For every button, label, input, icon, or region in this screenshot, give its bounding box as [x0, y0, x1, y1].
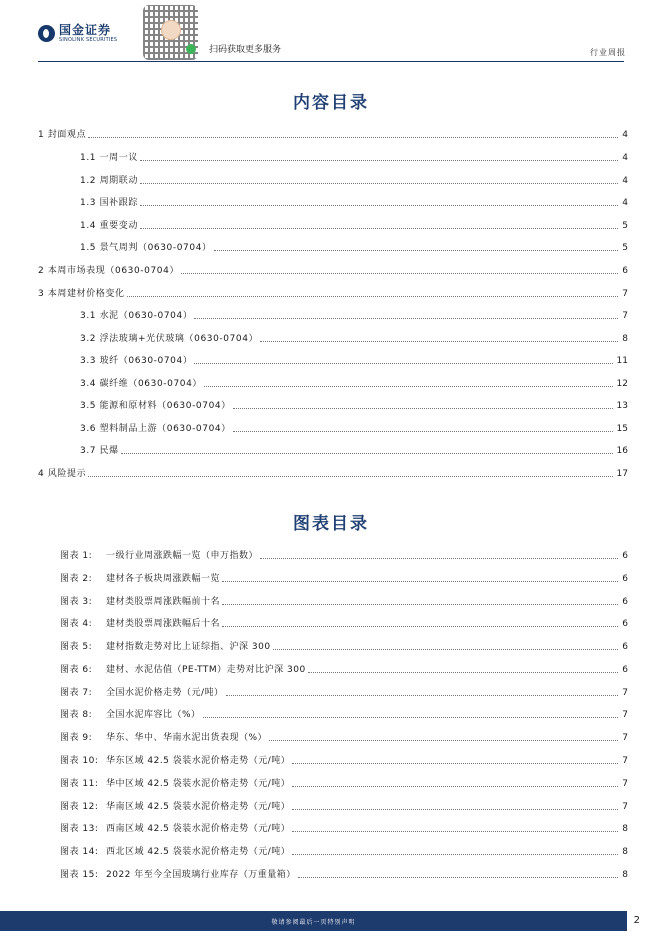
figure-label: 建材指数走势对比上证综指、沪深 300 — [106, 642, 271, 652]
toc-item-label: 3.1 水泥（0630-0704） — [80, 311, 193, 321]
logo-name-en: SINOLINK SECURITIES — [59, 37, 118, 43]
dot-leader — [273, 649, 619, 650]
toc-item-label: 2 本周市场表现（0630-0704） — [38, 266, 180, 276]
qr-center-logo-icon — [161, 20, 181, 40]
figure-number: 图表 3: — [60, 597, 93, 607]
figure-page: 7 — [622, 756, 628, 766]
dot-leader — [88, 137, 618, 138]
figure-number: 图表 7: — [60, 688, 93, 698]
toc-item-page: 4 — [622, 130, 628, 140]
dot-leader — [127, 296, 619, 297]
toc-item[interactable] — [80, 216, 628, 232]
figure-label: 建材类股票周涨跌幅后十名 — [106, 619, 221, 629]
toc-item-page: 7 — [622, 289, 628, 299]
dot-leader — [222, 604, 618, 605]
figure-page: 7 — [622, 688, 628, 698]
figure-page: 7 — [622, 733, 628, 743]
figure-number: 图表 8: — [60, 710, 93, 720]
toc-item-page: 17 — [616, 469, 628, 479]
figure-number: 图表 2: — [60, 574, 93, 584]
figure-item[interactable] — [60, 774, 628, 790]
figure-label: 西北区域 42.5 袋装水泥价格走势（元/吨） — [106, 847, 291, 857]
dot-leader — [292, 809, 618, 810]
toc-item[interactable] — [80, 374, 628, 390]
toc-item-label: 1 封面观点 — [38, 130, 87, 140]
dot-leader — [194, 363, 612, 364]
figure-page: 6 — [622, 619, 628, 629]
toc-item-label: 3.6 塑料制品上游（0630-0704） — [80, 424, 231, 434]
toc-item[interactable] — [80, 193, 628, 209]
dot-leader — [194, 318, 618, 319]
figure-label: 华东区域 42.5 袋装水泥价格走势（元/吨） — [106, 756, 291, 766]
toc-item-page: 7 — [622, 311, 628, 321]
figure-label: 全国水泥价格走势（元/吨） — [106, 688, 224, 698]
figure-item[interactable] — [60, 569, 628, 585]
toc-item[interactable] — [80, 306, 628, 322]
dot-leader — [292, 763, 618, 764]
figure-page: 7 — [622, 779, 628, 789]
figure-number: 图表 6: — [60, 665, 93, 675]
header-divider — [38, 61, 624, 62]
toc-item[interactable] — [38, 284, 628, 300]
figure-list-title: 图表目录 — [293, 514, 369, 534]
dot-leader — [233, 408, 613, 409]
dot-leader — [260, 558, 618, 559]
figure-page: 6 — [622, 551, 628, 561]
figure-page: 8 — [622, 824, 628, 834]
toc-item[interactable] — [80, 148, 628, 164]
toc-item-label: 3.4 碳纤维（0630-0704） — [80, 379, 203, 389]
toc-item[interactable] — [38, 261, 628, 277]
figure-item[interactable] — [60, 728, 628, 744]
toc-item-label: 3.2 浮法玻璃+光伏玻璃（0630-0704） — [80, 334, 259, 344]
toc-item-page: 4 — [622, 153, 628, 163]
dot-leader — [88, 476, 612, 477]
logo-mark-icon — [38, 25, 55, 42]
toc-item-page: 15 — [616, 424, 628, 434]
toc-item-label: 3.3 玻纤（0630-0704） — [80, 356, 193, 366]
toc-item-label: 1.1 一周一议 — [80, 153, 138, 163]
dot-leader — [269, 740, 618, 741]
toc-item-label: 1.2 周期联动 — [80, 176, 138, 186]
figure-label: 华东、华中、华南水泥出货表现（%） — [106, 733, 268, 743]
dot-leader — [292, 786, 618, 787]
qr-badge-icon — [186, 44, 196, 54]
figure-label: 2022 年至今全国玻璃行业库存（万重量箱） — [106, 870, 296, 880]
figure-label: 西南区域 42.5 袋装水泥价格走势（元/吨） — [106, 824, 291, 834]
figure-label: 建材各子板块周涨跌幅一览 — [106, 574, 221, 584]
figure-item[interactable] — [60, 660, 628, 676]
toc-item[interactable] — [80, 329, 628, 345]
figure-item[interactable] — [60, 637, 628, 653]
dot-leader — [203, 717, 619, 718]
figure-page: 7 — [622, 710, 628, 720]
report-type-label: 行业周报 — [590, 48, 626, 57]
toc-item-page: 16 — [616, 446, 628, 456]
toc-item-label: 1.3 国补跟踪 — [80, 198, 138, 208]
toc-item-label: 3.5 能源和原材料（0630-0704） — [80, 401, 231, 411]
company-logo — [38, 24, 117, 43]
toc-item-page: 4 — [622, 198, 628, 208]
dot-leader — [140, 205, 618, 206]
toc-item[interactable] — [38, 125, 628, 141]
figure-item[interactable] — [60, 546, 628, 562]
scan-hint: 扫码获取更多服务 — [209, 45, 282, 55]
figure-number: 图表 12: — [60, 802, 99, 812]
toc-item-label: 1.5 景气周判（0630-0704） — [80, 243, 212, 253]
figure-label: 全国水泥库容比（%） — [106, 710, 201, 720]
toc-item[interactable] — [80, 238, 628, 254]
dot-leader — [121, 453, 613, 454]
dot-leader — [181, 273, 618, 274]
toc-item[interactable] — [80, 396, 628, 412]
figure-page: 6 — [622, 574, 628, 584]
toc-item[interactable] — [80, 351, 628, 367]
toc-item[interactable] — [80, 441, 628, 457]
figure-label: 一级行业周涨跌幅一览（申万指数） — [106, 551, 259, 561]
dot-leader — [292, 854, 618, 855]
figure-item[interactable] — [60, 797, 628, 813]
dot-leader — [140, 183, 618, 184]
dot-leader — [214, 250, 619, 251]
dot-leader — [292, 831, 618, 832]
figure-item[interactable] — [60, 614, 628, 630]
toc-item-page: 8 — [622, 334, 628, 344]
toc-item[interactable] — [80, 419, 628, 435]
figure-item[interactable] — [60, 819, 628, 835]
footer-disclaimer: 敬请参阅最后一页特别声明 — [271, 919, 356, 926]
figure-label: 建材、水泥估值（PE-TTM）走势对比沪深 300 — [106, 665, 306, 675]
dot-leader — [140, 160, 618, 161]
dot-leader — [308, 672, 619, 673]
dot-leader — [260, 341, 618, 342]
dot-leader — [298, 877, 618, 878]
toc-item-page: 13 — [616, 401, 628, 411]
figure-number: 图表 14: — [60, 847, 99, 857]
dot-leader — [222, 626, 618, 627]
dot-leader — [140, 228, 618, 229]
figure-number: 图表 1: — [60, 551, 93, 561]
figure-page: 7 — [622, 802, 628, 812]
figure-number: 图表 5: — [60, 642, 93, 652]
dot-leader — [222, 581, 618, 582]
toc-item[interactable] — [38, 464, 628, 480]
figure-page: 6 — [622, 597, 628, 607]
figure-item[interactable] — [60, 842, 628, 858]
dot-leader — [204, 386, 613, 387]
dot-leader — [233, 431, 613, 432]
figure-page: 8 — [622, 870, 628, 880]
toc-item[interactable] — [80, 171, 628, 187]
figure-number: 图表 9: — [60, 733, 93, 743]
page-header — [0, 0, 662, 62]
toc-item-page: 11 — [616, 356, 628, 366]
toc-item-page: 5 — [622, 243, 628, 253]
toc-item-page: 5 — [622, 221, 628, 231]
figure-page: 8 — [622, 847, 628, 857]
toc-title: 内容目录 — [293, 93, 369, 113]
toc-item-page: 4 — [622, 176, 628, 186]
toc-item-label: 3 本周建材价格变化 — [38, 289, 125, 299]
toc-item-label: 3.7 民爆 — [80, 446, 119, 456]
figure-page: 6 — [622, 642, 628, 652]
toc-item-label: 4 风险提示 — [38, 469, 87, 479]
figure-item[interactable] — [60, 592, 628, 608]
toc-item-label: 1.4 重要变动 — [80, 221, 138, 231]
figure-item[interactable] — [60, 683, 628, 699]
figure-number: 图表 11: — [60, 779, 99, 789]
figure-item[interactable] — [60, 865, 628, 881]
figure-number: 图表 15: — [60, 870, 99, 880]
figure-item[interactable] — [60, 705, 628, 721]
page-number: 2 — [633, 915, 640, 926]
figure-label: 华中区域 42.5 袋装水泥价格走势（元/吨） — [106, 779, 291, 789]
figure-number: 图表 4: — [60, 619, 93, 629]
figure-label: 建材类股票周涨跌幅前十名 — [106, 597, 221, 607]
toc-item-page: 12 — [616, 379, 628, 389]
figure-label: 华南区域 42.5 袋装水泥价格走势（元/吨） — [106, 802, 291, 812]
logo-name-cn: 国金证券 — [59, 23, 112, 37]
figure-number: 图表 10: — [60, 756, 99, 766]
figure-item[interactable] — [60, 751, 628, 767]
figure-number: 图表 13: — [60, 824, 99, 834]
toc-item-page: 6 — [622, 266, 628, 276]
figure-page: 6 — [622, 665, 628, 675]
dot-leader — [226, 695, 619, 696]
